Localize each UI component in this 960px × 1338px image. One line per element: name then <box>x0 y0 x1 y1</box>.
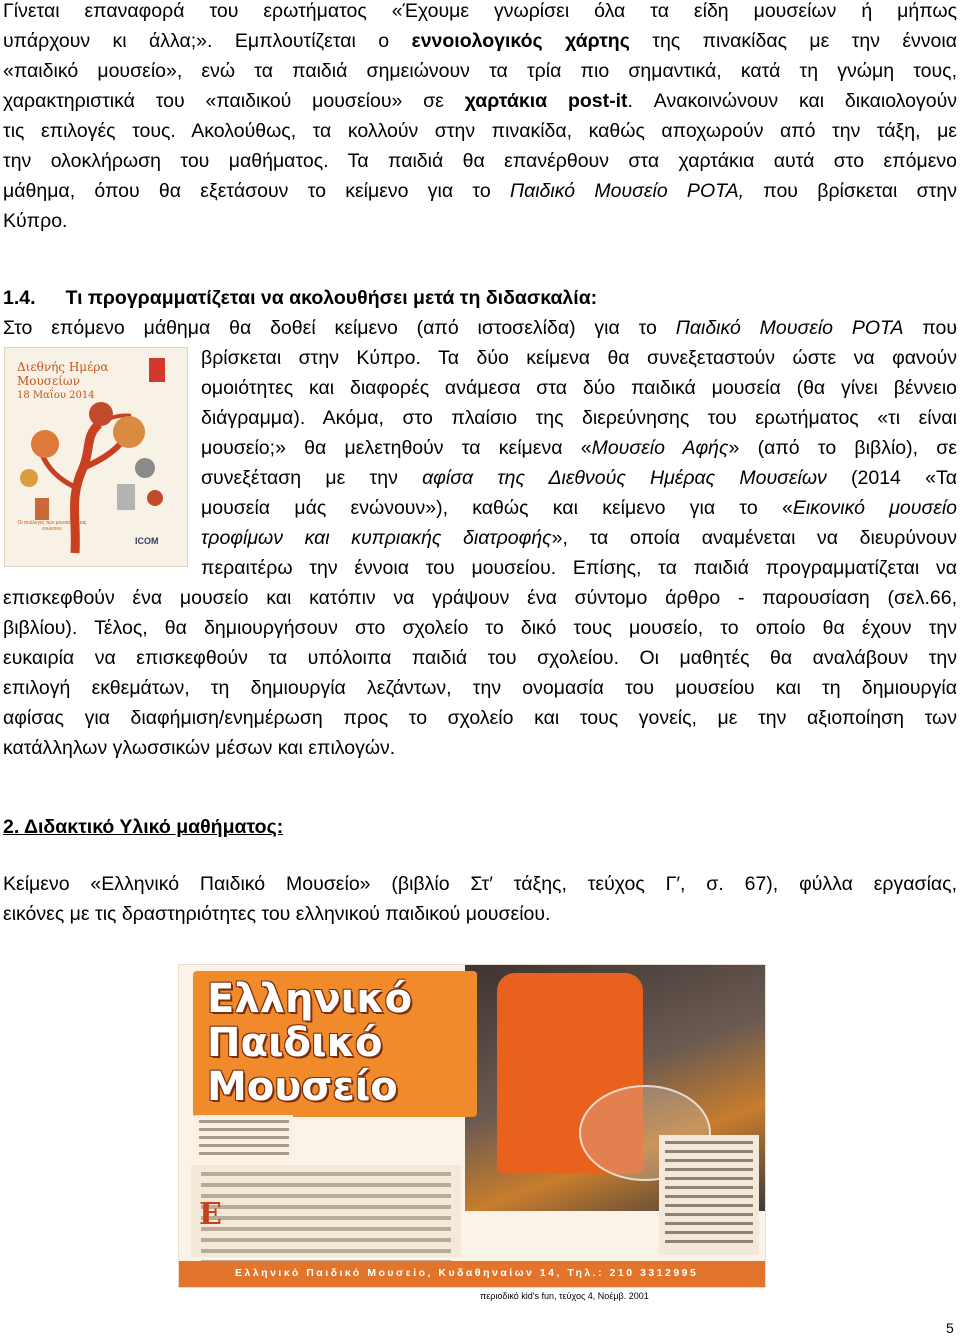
section-number: 1.4. <box>3 287 36 309</box>
bold-term: χαρτάκια post-it <box>464 90 628 112</box>
text-line: Γίνεται επαναφορά του ερωτήματος «Έχουμε γνωρίσει όλα τα είδη μουσείων ή μήπως <box>3 0 957 22</box>
text-line: ομοιότητες και διαφορές ανάμεσα στα δύο παιδικά μουσεία (θα γίνει βέννειο <box>201 377 957 399</box>
article-title: Ελληνικό Παιδικό Μουσείο <box>193 971 477 1117</box>
italic-term: αφίσα της Διεθνούς Ημέρας Μουσείων <box>422 467 827 489</box>
italic-term: Μουσείο Αφής <box>591 437 729 459</box>
section-1-4-intro <box>3 313 957 343</box>
poster-date: 18 Μαΐου 2014 <box>17 390 95 401</box>
icom-logo: ICOM <box>135 536 159 546</box>
text-line: Κύπρο. <box>3 210 68 232</box>
text-line: «παιδικό μουσείο», ενώ τα παιδιά σημειώνουν τα τρία πιο σημαντικά, κατά τη γνώμη τους, <box>3 60 957 82</box>
text-line: περαιτέρω την έννοια του μουσείου. Επίσης, τα παιδιά προγραμματίζεται να <box>201 557 957 579</box>
text-line: την ολοκλήρωση του μαθήματος. Τα παιδιά θα επανέρθουν στα χαρτάκια αυτά στο επόμενο <box>3 150 957 172</box>
text-line: ευκαιρία να επισκεφθούν τα υπόλοιπα παιδιά του σχολείου. Οι μαθητές θα αναλάβουν την <box>3 647 957 669</box>
text-line: εικόνες με τις δραστηριότητες του ελληνικού παιδικού μουσείου. <box>3 903 551 925</box>
text-line: μάθημα, όπου θα εξετάσουν το κείμενο για το Παιδικό Μουσείο ΡΟΤΑ, που βρίσκεται στην <box>3 180 957 202</box>
text-line: χαρακτηριστικά του «παιδικού μουσείου» σε χαρτάκια post-it. Ανακοινώνουν και δικαιολογούν <box>3 90 957 112</box>
section-title: Τι προγραμματίζεται να ακολουθήσει μετά τη διδασκαλία: <box>65 287 598 309</box>
poster-footer: Οι συλλογές των μουσείων μας ενώνουν <box>17 520 87 532</box>
tree-illustration <box>5 348 187 566</box>
section-heading-2: 2. Διδακτικό Υλικό μαθήματος: <box>3 816 284 838</box>
text-line: συνεξέταση με την αφίσα της Διεθνούς Ημέρας Μουσείων (2014 «Τα <box>201 467 957 489</box>
page-number: 5 <box>946 1320 954 1336</box>
text-line: επισκεφθούν ένα μουσείο και κατόπιν να γράψουν ένα σύντομο άρθρο - παρουσίαση (σελ.66, <box>3 587 957 609</box>
museum-day-poster-image <box>4 347 188 567</box>
article-intro-block <box>195 1115 293 1155</box>
italic-term: Παιδικό Μουσείο ΡΟΤΑ, <box>509 180 744 202</box>
section-1-4-wrapped <box>201 343 957 583</box>
childrens-museum-article-image <box>178 964 766 1288</box>
section-2-paragraph <box>3 869 957 929</box>
text-line: επιλογή εκθεμάτων, τη δημιουργία λεζάντων, την ονομασία του μουσείου και τη δημιουργία <box>3 677 957 699</box>
text-line: τις επιλογές τους. Ακολούθως, τα κολλούν στην πινακίδα, καθώς αποχωρούν από την τάξη, με <box>3 120 957 142</box>
italic-term: Παιδικό Μουσείο ΡΟΤΑ <box>675 317 904 339</box>
section-1-4-continuation <box>3 583 957 763</box>
text-line: μουσεία μάς ενώνουν»), καθώς και κείμενο για το «Εικονικό μουσείο <box>201 497 958 519</box>
text-line: αφίσας για διαφήμιση/ενημέρωση προς το σχολείο και τους γονείς, με την αξιοποίηση των <box>3 707 957 729</box>
text-line: τροφίμων και κυπριακής διατροφής», τα οποία αναμένεται να διευρύνουν <box>201 527 957 549</box>
article-footer-bar <box>179 1261 765 1287</box>
intro-paragraph <box>3 0 957 236</box>
italic-term: Εικονικό μουσείο <box>792 497 958 519</box>
text-line: βιβλίου). Τέλος, θα δημιουργήσουν στο σχολείο το δικό τους μουσείο, το οποίο θα έχουν την <box>3 617 957 639</box>
text-line: κατάλληλων γλωσσικών μέσων και επιλογών. <box>3 737 396 759</box>
article-footer-text: Ελληνικό Παιδικό Μουσείο, Κυδαθηναίων 14, Τηλ.: 210 3312995 <box>235 1267 699 1279</box>
poster-title: Διεθνής Ημέρα Μουσείων <box>17 360 109 388</box>
italic-term: τροφίμων και κυπριακής διατροφής <box>201 527 552 549</box>
section-heading-1-4 <box>3 283 597 313</box>
image-caption: περιοδικό kid's fun, τεύχος 4, Νοέμβ. 2001 <box>480 1291 649 1301</box>
text-line: βρίσκεται στην Κύπρο. Τα δύο κείμενα θα συνεξεταστούν ώστε να φανούν <box>201 347 957 369</box>
article-side-column <box>659 1135 759 1255</box>
bold-term: εννοιολογικός χάρτης <box>411 30 630 52</box>
text-line: Κείμενο «Ελληνικό Παιδικό Μουσείο» (βιβλίο Στ′ τάξης, τεύχος Γ′, σ. 67), φύλλα εργασίας, <box>3 873 957 895</box>
article-body-block <box>191 1165 461 1257</box>
text-line: υπάρχουν κι άλλα;». Εμπλουτίζεται ο εννοιολογικός χάρτης της πινακίδας με την έννοια <box>3 30 957 52</box>
dropcap-letter: Ε <box>199 1197 222 1232</box>
text-line: διάγραμμα). Ακόμα, στο πλαίσιο της διερεύνησης του ερωτήματος «τι είναι <box>201 407 957 429</box>
text-line: Στο επόμενο μάθημα θα δοθεί κείμενο (από ιστοσελίδα) για το Παιδικό Μουσείο ΡΟΤΑ που <box>3 317 958 339</box>
text-line: μουσείο;» θα μελετηθούν τα κείμενα «Μουσείο Αφής» (από το βιβλίο), σε <box>201 437 958 459</box>
